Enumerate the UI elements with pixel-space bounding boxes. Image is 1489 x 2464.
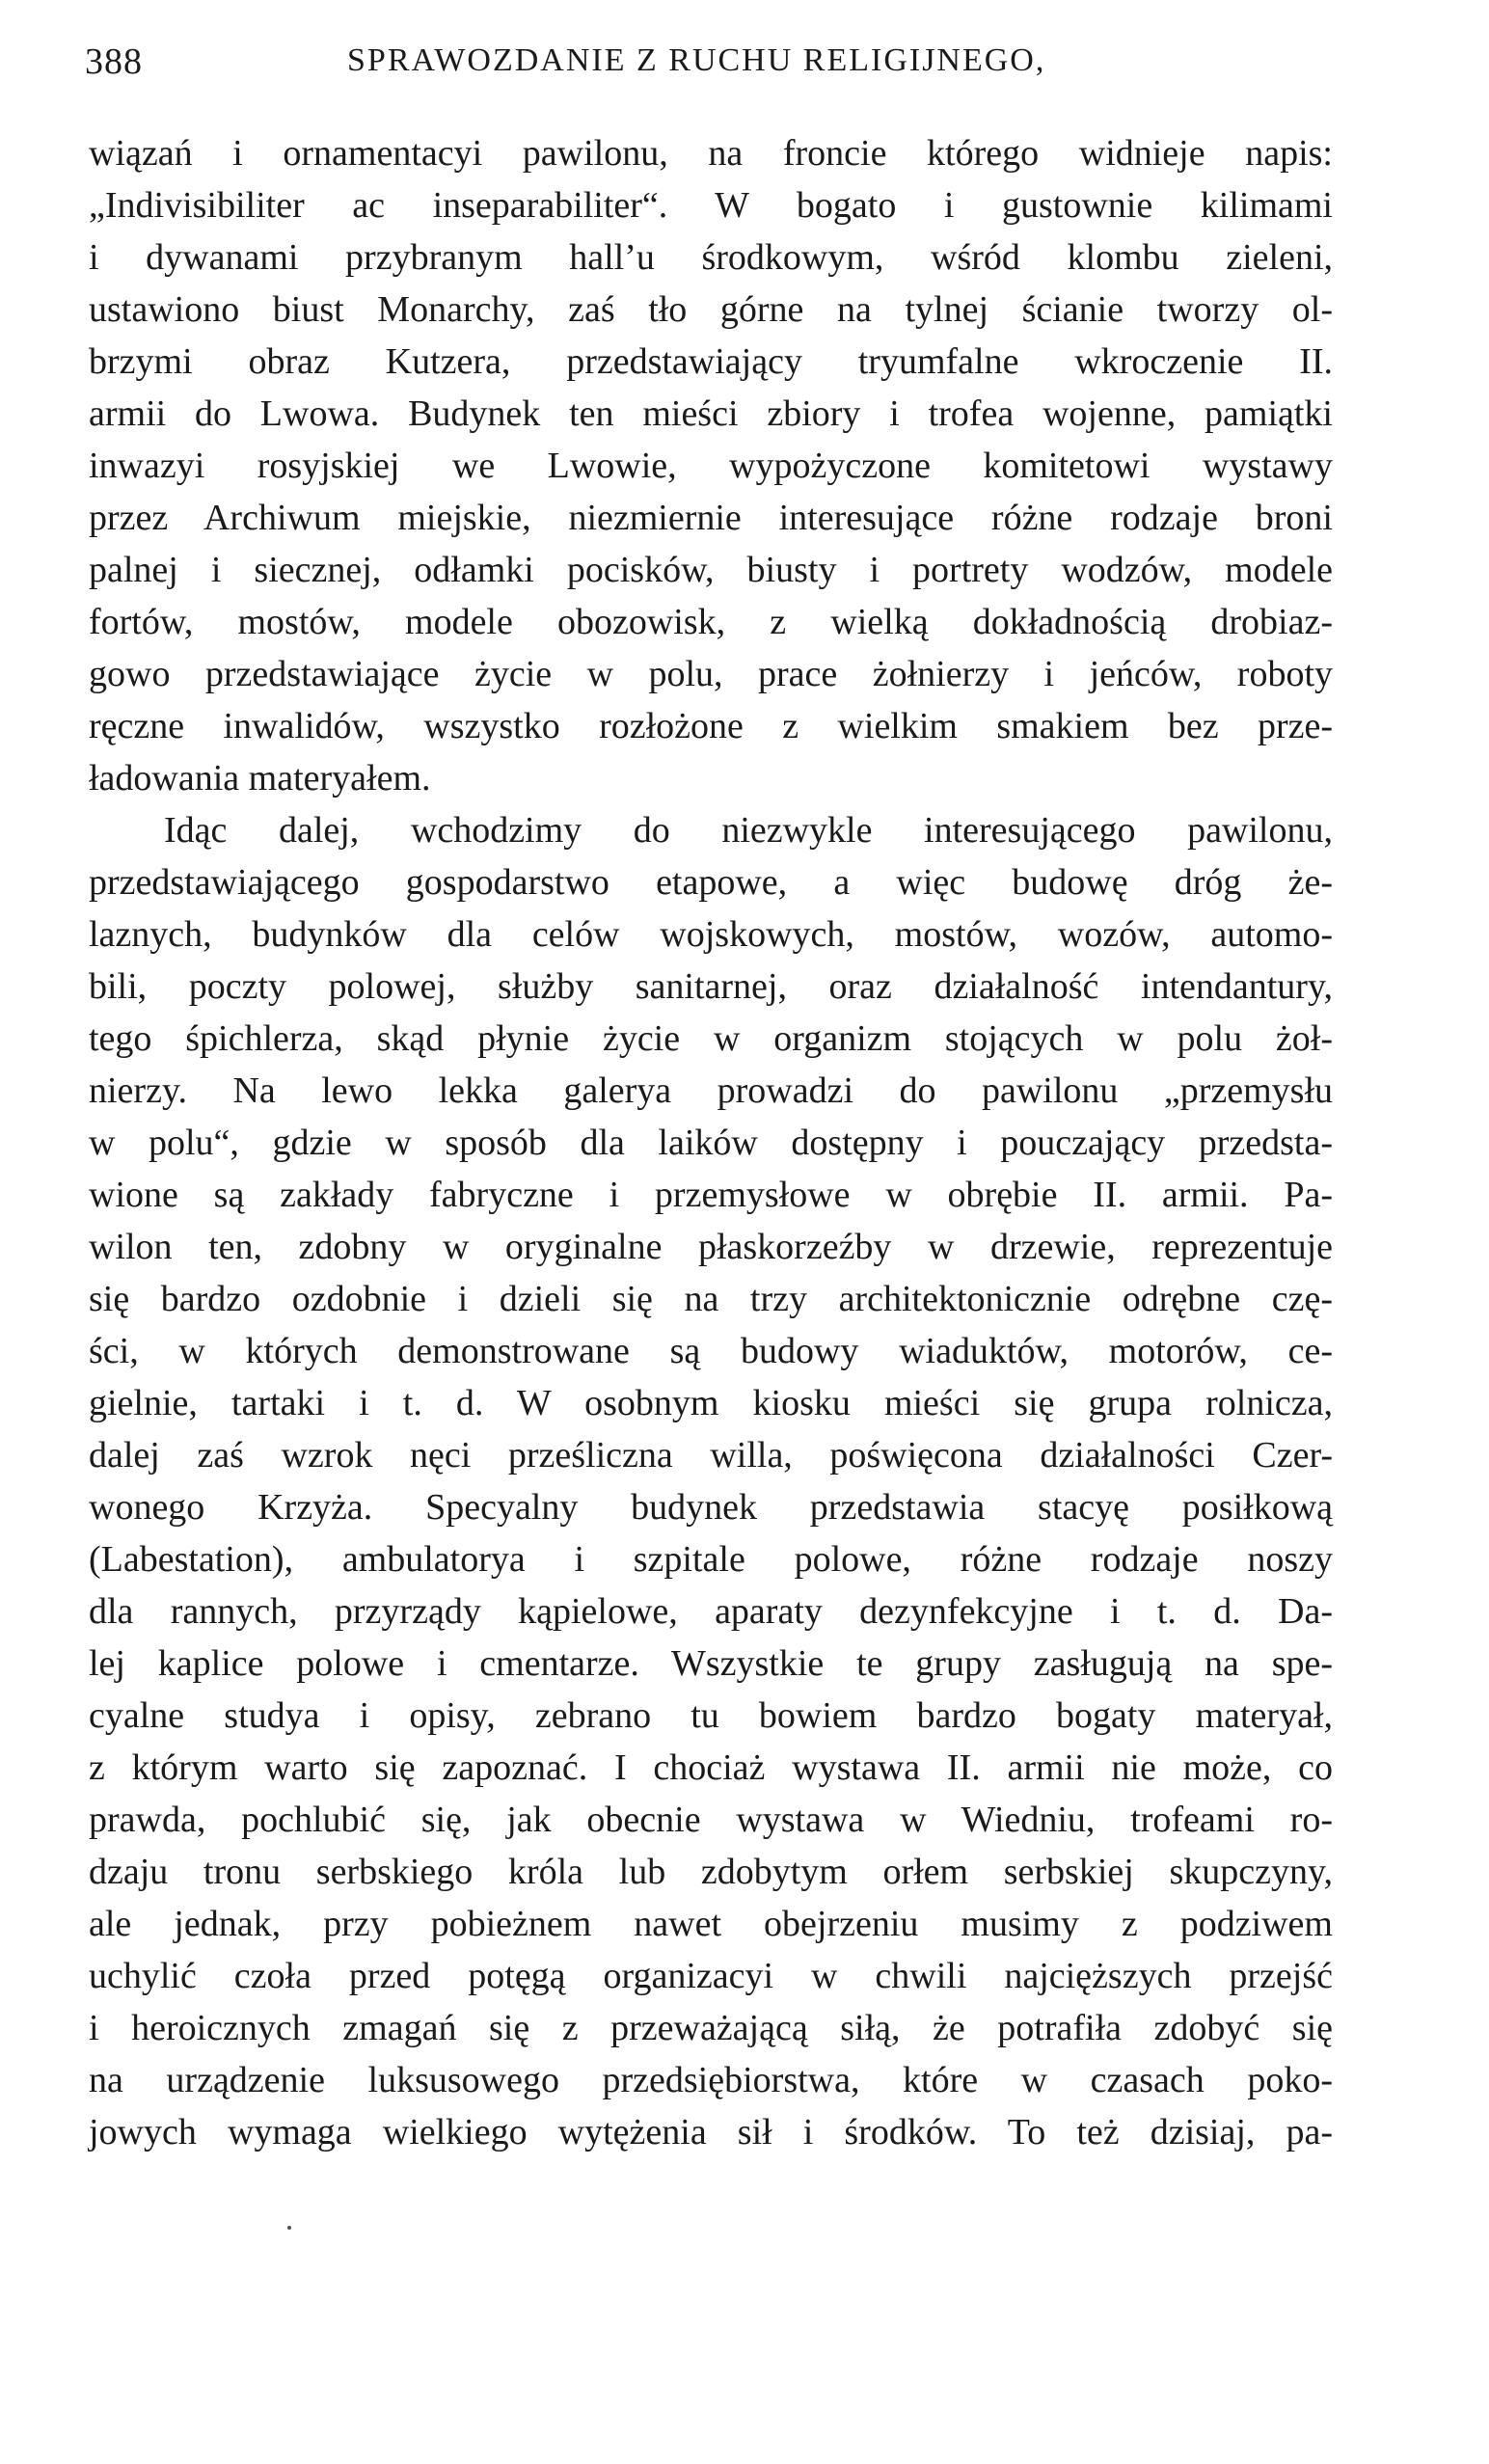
text-line: ustawiono biust Monarchy, zaś tło górne na tylnej ścianie tworzy ol- <box>89 289 1333 330</box>
ink-speck <box>287 2226 291 2230</box>
running-head: SPRAWOZDANIE Z RUCHU RELIGIJNEGO, <box>347 42 1046 78</box>
text-line: na urządzenie luksusowego przedsiębiorstwa, które w czasach poko- <box>89 2060 1333 2100</box>
text-line: Idąc dalej, wchodzimy do niezwykle interesującego pawilonu, <box>164 810 1333 851</box>
text-line: i dywanami przybranym hall’u środkowym, wśród klombu zieleni, <box>89 237 1333 278</box>
text-line: lej kaplice polowe i cmentarze. Wszystkie te grupy zasługują na spe- <box>89 1643 1333 1684</box>
text-line: „Indivisibiliter ac inseparabiliter“. W bogato i gustownie kilimami <box>89 185 1333 226</box>
text-line: wione są zakłady fabryczne i przemysłowe w obrębie II. armii. Pa- <box>89 1175 1333 1215</box>
text-line: fortów, mostów, modele obozowisk, z wielką dokładnością drobiaz- <box>89 602 1333 642</box>
text-line: palnej i siecznej, odłamki pocisków, biusty i portrety wodzów, modele <box>89 550 1333 590</box>
text-line: laznych, budynków dla celów wojskowych, mostów, wozów, automo- <box>89 914 1333 955</box>
text-line: dalej zaś wzrok nęci prześliczna willa, poświęcona działalności Czer- <box>89 1435 1333 1476</box>
text-line: ręczne inwalidów, wszystko rozłożone z wielkim smakiem bez prze- <box>89 706 1333 746</box>
text-line: ładowania materyałem. <box>89 758 431 799</box>
text-line: i heroicznych zmagań się z przeważającą siłą, że potrafiła zdobyć się <box>89 2008 1333 2048</box>
text-line: armii do Lwowa. Budynek ten mieści zbiory i trofea wojenne, pamiątki <box>89 393 1333 434</box>
text-line: przez Archiwum miejskie, niezmiernie interesujące różne rodzaje broni <box>89 498 1333 538</box>
text-line: wilon ten, zdobny w oryginalne płaskorzeźby w drzewie, reprezentuje <box>89 1227 1333 1267</box>
text-line: (Labestation), ambulatorya i szpitale polowe, różne rodzaje noszy <box>89 1539 1333 1580</box>
text-line: wiązań i ornamentacyi pawilonu, na froncie którego widnieje napis: <box>89 133 1333 174</box>
text-line: z którym warto się zapoznać. I chociaż wystawa II. armii nie może, co <box>89 1747 1333 1788</box>
text-line: bili, poczty polowej, służby sanitarnej, oraz działalność intendantury, <box>89 966 1333 1007</box>
text-line: gowo przedstawiające życie w polu, prace żołnierzy i jeńców, roboty <box>89 654 1333 694</box>
text-line: jowych wymaga wielkiego wytężenia sił i środków. To też dzisiaj, pa- <box>89 2112 1333 2153</box>
text-line: się bardzo ozdobnie i dzieli się na trzy architektonicznie odrębne czę- <box>89 1279 1333 1319</box>
text-line: uchylić czoła przed potęgą organizacyi w chwili najcięższych przejść <box>89 1956 1333 1996</box>
text-line: prawda, pochlubić się, jak obecnie wystawa w Wiedniu, trofeami ro- <box>89 1800 1333 1840</box>
page-number: 388 <box>85 41 143 82</box>
text-line: cyalne studya i opisy, zebrano tu bowiem bardzo bogaty materyał, <box>89 1695 1333 1736</box>
text-line: gielnie, tartaki i t. d. W osobnym kiosku mieści się grupa rolnicza, <box>89 1383 1333 1423</box>
text-line: brzymi obraz Kutzera, przedstawiający tryumfalne wkroczenie II. <box>89 341 1333 382</box>
paragraph <box>89 804 1333 2158</box>
text-line: dla rannych, przyrządy kąpielowe, aparaty dezynfekcyjne i t. d. Da- <box>89 1591 1333 1632</box>
text-line: tego śpichlerza, skąd płynie życie w organizm stojących w polu żoł- <box>89 1018 1333 1059</box>
text-line: w polu“, gdzie w sposób dla laików dostępny i pouczający przedsta- <box>89 1123 1333 1163</box>
body-text <box>89 127 1333 2158</box>
text-line: wonego Krzyża. Specyalny budynek przedstawia stacyę posiłkową <box>89 1487 1333 1528</box>
paragraph <box>89 127 1333 804</box>
text-line: dzaju tronu serbskiego króla lub zdobytym orłem serbskiej skupczyny, <box>89 1852 1333 1892</box>
text-line: inwazyi rosyjskiej we Lwowie, wypożyczone komitetowi wystawy <box>89 446 1333 486</box>
text-line: ale jednak, przy pobieżnem nawet obejrzeniu musimy z podziwem <box>89 1904 1333 1944</box>
text-line: ści, w których demonstrowane są budowy wiaduktów, motorów, ce- <box>89 1331 1333 1371</box>
text-line: nierzy. Na lewo lekka galerya prowadzi do pawilonu „przemysłu <box>89 1070 1333 1111</box>
text-line: przedstawiającego gospodarstwo etapowe, a więc budowę dróg że- <box>89 862 1333 903</box>
